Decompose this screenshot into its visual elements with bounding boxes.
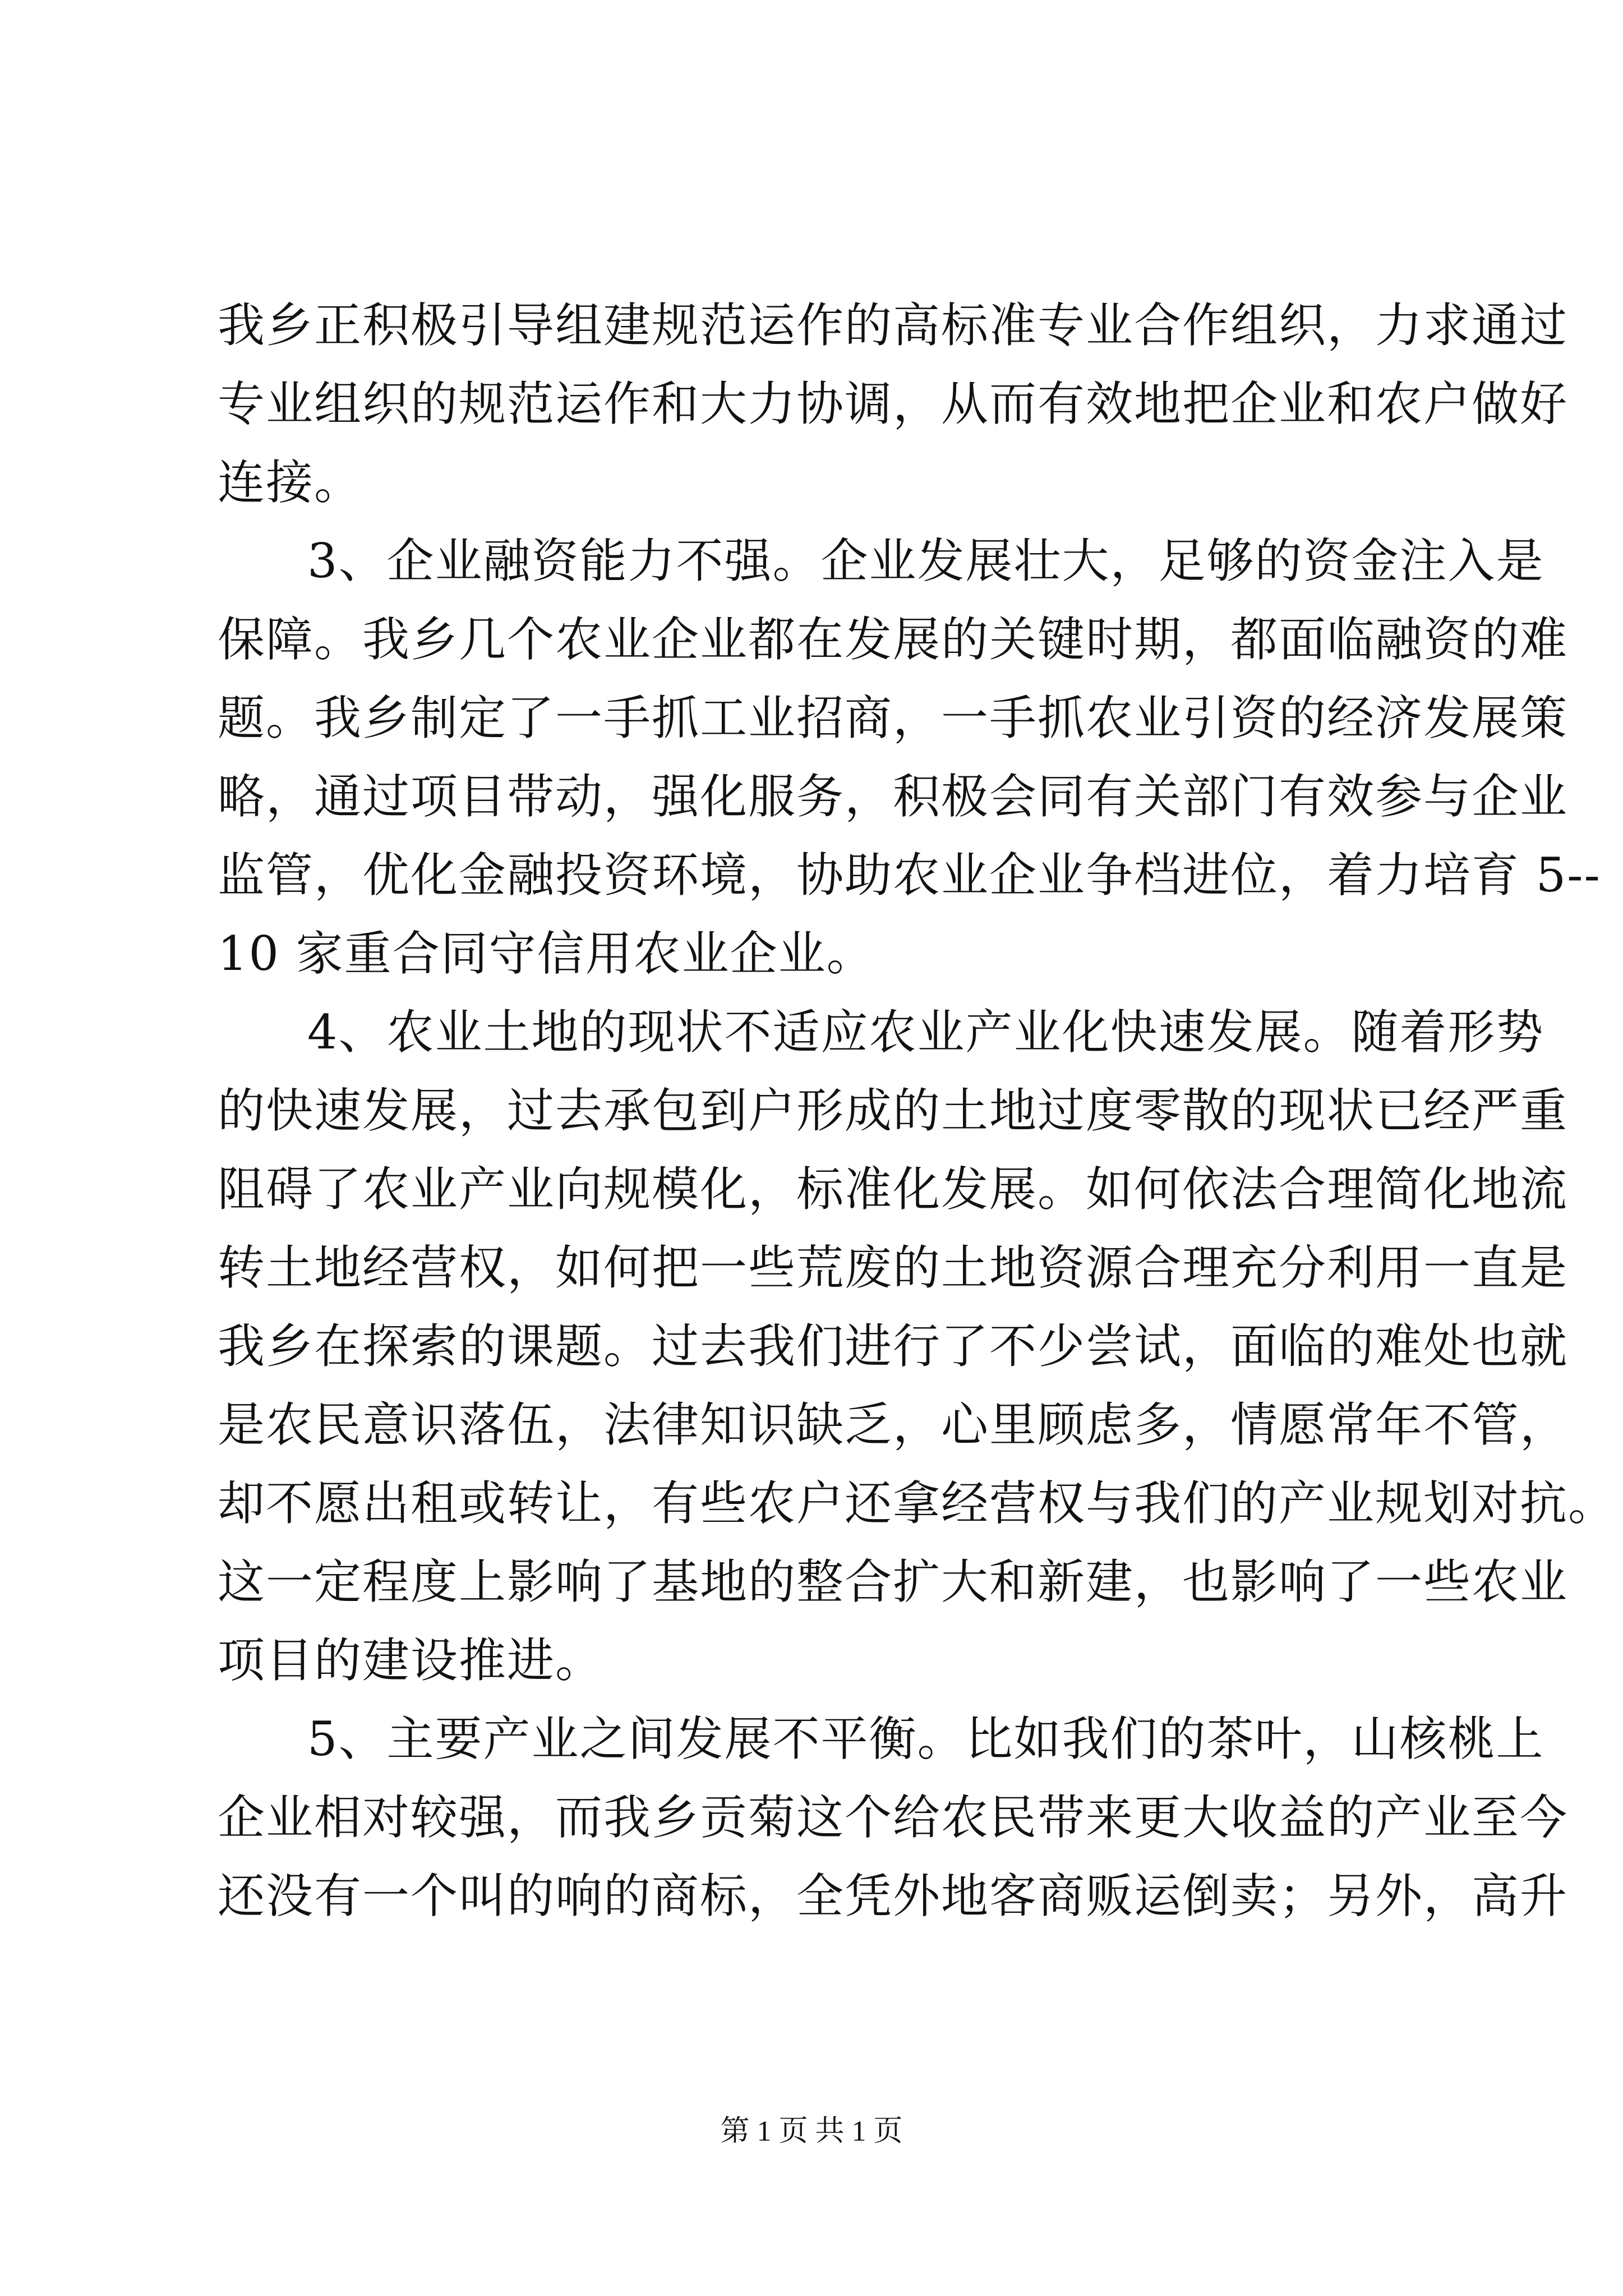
text-line: 4、农业土地的现状不适应农业产业化快速发展。随着形势 bbox=[307, 1005, 1544, 1060]
text-line: 5、主要产业之间发展不平衡。比如我们的茶叶，山核桃上 bbox=[307, 1711, 1544, 1766]
text-line: 还没有一个叫的响的商标，全凭外地客商贩运倒卖；另外，高升 bbox=[218, 1869, 1569, 1924]
text-line: 专业组织的规范运作和大力协调，从而有效地把企业和农户做好 bbox=[218, 376, 1569, 431]
text-line: 3、企业融资能力不强。企业发展壮大，足够的资金注入是 bbox=[307, 533, 1544, 588]
text-line: 却不愿出租或转让，有些农户还拿经营权与我们的产业规划对抗。 bbox=[218, 1476, 1617, 1531]
text-line: 题。我乡制定了一手抓工业招商，一手抓农业引资的经济发展策 bbox=[218, 691, 1569, 746]
text-line: 的快速发展，过去承包到户形成的土地过度零散的现状已经严重 bbox=[218, 1083, 1569, 1138]
document-body bbox=[218, 286, 1617, 1935]
text-line: 略，通过项目带动，强化服务，积极会同有关部门有效参与企业 bbox=[218, 769, 1569, 824]
text-line: 保障。我乡几个农业企业都在发展的关键时期，都面临融资的难 bbox=[218, 612, 1569, 667]
text-line: 连接。 bbox=[218, 455, 363, 510]
text-line: 我乡在探索的课题。过去我们进行了不少尝试，面临的难处也就 bbox=[218, 1319, 1569, 1374]
text-line: 是农民意识落伍，法律知识缺乏，心里顾虑多，情愿常年不管， bbox=[218, 1397, 1569, 1452]
text-line: 项目的建设推进。 bbox=[218, 1633, 604, 1688]
text-line: 这一定程度上影响了基地的整合扩大和新建，也影响了一些农业 bbox=[218, 1554, 1569, 1609]
text-line: 转土地经营权，如何把一些荒废的土地资源合理充分利用一直是 bbox=[218, 1240, 1569, 1295]
text-line: 阻碍了农业产业向规模化，标准化发展。如何依法合理简化地流 bbox=[218, 1162, 1569, 1217]
page-footer: 第 1 页 共 1 页 bbox=[720, 2115, 903, 2147]
text-line: 10 家重合同守信用农业企业。 bbox=[218, 926, 875, 981]
text-line: 监管，优化金融投资环境，协助农业企业争档进位，着力培育 5-- bbox=[218, 848, 1601, 903]
text-line: 我乡正积极引导组建规范运作的高标准专业合作组织，力求通过 bbox=[218, 298, 1569, 353]
text-line: 企业相对较强，而我乡贡菊这个给农民带来更大收益的产业至今 bbox=[218, 1790, 1569, 1845]
